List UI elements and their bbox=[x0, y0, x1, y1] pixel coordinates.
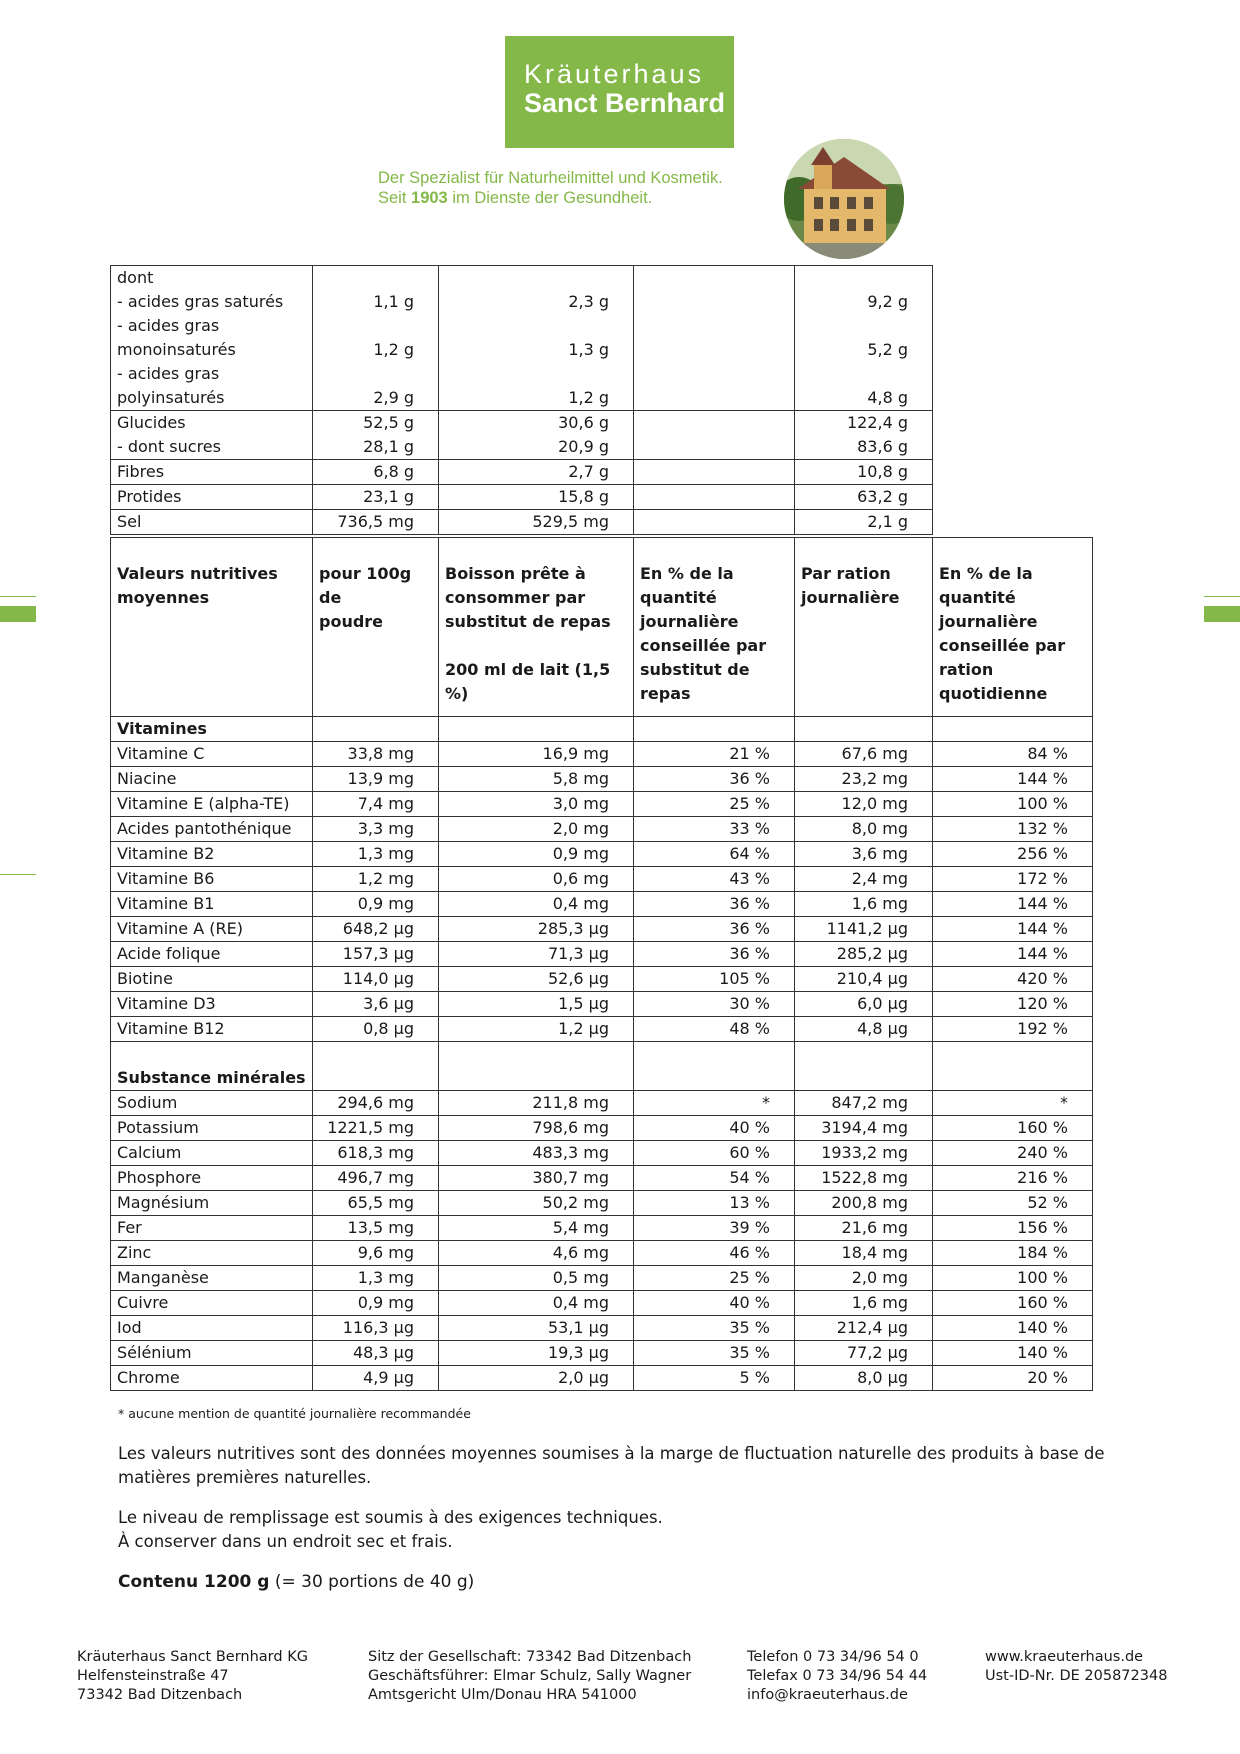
nutrient-name: Phosphore bbox=[111, 1166, 313, 1191]
value-pct-meal: 30 % bbox=[634, 992, 795, 1017]
value-pct-meal: 40 % bbox=[634, 1291, 795, 1316]
table-row bbox=[111, 1191, 1093, 1216]
value-pct-daily: 140 % bbox=[933, 1341, 1093, 1366]
table-row bbox=[111, 942, 1093, 967]
disclaimer-paragraph: Les valeurs nutritives sont des données moyennes soumises à la marge de fluctuation naturelle des produits à base de matières premières naturelles. bbox=[118, 1444, 1105, 1487]
column-header: Boisson prête à consommer par substitut de repas 200 ml de lait (1,5 %) bbox=[439, 538, 634, 717]
value-pct-daily: 144 % bbox=[933, 767, 1093, 792]
table-row bbox=[111, 1017, 1093, 1042]
table-row bbox=[111, 842, 1093, 867]
nutrient-name: Iod bbox=[111, 1316, 313, 1341]
side-mark-left bbox=[0, 606, 36, 622]
footer-web bbox=[985, 1648, 1167, 1686]
value-pct-daily: 144 % bbox=[933, 892, 1093, 917]
value-drink: 2,0 mg bbox=[439, 817, 634, 842]
table-row bbox=[111, 1366, 1093, 1391]
value-pct-meal: 43 % bbox=[634, 867, 795, 892]
row-label: Glucides - dont sucres bbox=[111, 411, 313, 460]
section-vitamins bbox=[111, 717, 1093, 742]
value-pct-daily: 172 % bbox=[933, 867, 1093, 892]
value-daily-ration: 8,0 µg bbox=[795, 1366, 933, 1391]
column-header: En % de la quantité journalière conseillée par ration quotidienne bbox=[933, 538, 1093, 717]
footer-line: 73342 Bad Ditzenbach bbox=[77, 1687, 243, 1703]
empty-cell bbox=[634, 1042, 795, 1091]
value-pct-meal: 36 % bbox=[634, 892, 795, 917]
table-row bbox=[111, 1241, 1093, 1266]
value-per-100g: 1,2 mg bbox=[313, 867, 439, 892]
value-drink: 285,3 µg bbox=[439, 917, 634, 942]
value-per-100g: 1221,5 mg bbox=[313, 1116, 439, 1141]
value-per-100g: 13,5 mg bbox=[313, 1216, 439, 1241]
value-pct-daily: 100 % bbox=[933, 792, 1093, 817]
table-row bbox=[111, 992, 1093, 1017]
value-drink: 0,9 mg bbox=[439, 842, 634, 867]
value-pct-meal: 25 % bbox=[634, 1266, 795, 1291]
value-per-100g: 0,9 mg bbox=[313, 1291, 439, 1316]
column-header: pour 100g de poudre bbox=[313, 538, 439, 717]
value-pct-daily: 184 % bbox=[933, 1241, 1093, 1266]
value-pct-daily: 144 % bbox=[933, 942, 1093, 967]
value-daily-ration: 21,6 mg bbox=[795, 1216, 933, 1241]
value-per-100g: 114,0 µg bbox=[313, 967, 439, 992]
value-pct-meal: 35 % bbox=[634, 1341, 795, 1366]
value-drink: 4,6 mg bbox=[439, 1241, 634, 1266]
value-pct-daily: 192 % bbox=[933, 1017, 1093, 1042]
empty-cell bbox=[933, 717, 1093, 742]
value-pct-daily: 100 % bbox=[933, 1266, 1093, 1291]
footer-line: Amtsgericht Ulm/Donau HRA 541000 bbox=[368, 1687, 637, 1703]
value-drink: 1,5 µg bbox=[439, 992, 634, 1017]
side-rule-right bbox=[1204, 596, 1240, 597]
value-daily-ration: 210,4 µg bbox=[795, 967, 933, 992]
value-per-100g: 294,6 mg bbox=[313, 1091, 439, 1116]
tagline-line2: Seit 1903 im Dienste der Gesundheit. bbox=[378, 189, 653, 207]
value-per-100g: 1,3 mg bbox=[313, 842, 439, 867]
value-pct-daily: 140 % bbox=[933, 1316, 1093, 1341]
footer-line: Kräuterhaus Sanct Bernhard KG bbox=[77, 1649, 308, 1665]
footer-email[interactable]: info@kraeuterhaus.de bbox=[747, 1687, 908, 1703]
value-pct-meal bbox=[634, 510, 795, 535]
table-row bbox=[111, 1166, 1093, 1191]
value-per-100g: 1,3 mg bbox=[313, 1266, 439, 1291]
nutrient-name: Cuivre bbox=[111, 1291, 313, 1316]
value-per-100g: 3,6 µg bbox=[313, 992, 439, 1017]
value-pct-meal: 36 % bbox=[634, 942, 795, 967]
nutrient-name: Vitamine C bbox=[111, 742, 313, 767]
value-drink: 53,1 µg bbox=[439, 1316, 634, 1341]
value-daily-ration: 285,2 µg bbox=[795, 942, 933, 967]
value-pct-meal: 36 % bbox=[634, 767, 795, 792]
contents-line bbox=[118, 1570, 1158, 1594]
value-pct-daily: 132 % bbox=[933, 817, 1093, 842]
table-row bbox=[111, 917, 1093, 942]
value-per-100g: 736,5 mg bbox=[313, 510, 439, 535]
value-pct-daily: 160 % bbox=[933, 1116, 1093, 1141]
value-daily-ration: 4,8 µg bbox=[795, 1017, 933, 1042]
value-daily-ration: 9,2 g 5,2 g 4,8 g bbox=[795, 266, 933, 411]
value-drink: 211,8 mg bbox=[439, 1091, 634, 1116]
tagline bbox=[378, 168, 723, 208]
tagline-year: 1903 bbox=[411, 189, 448, 207]
value-daily-ration: 6,0 µg bbox=[795, 992, 933, 1017]
value-daily-ration: 23,2 mg bbox=[795, 767, 933, 792]
value-per-100g: 4,9 µg bbox=[313, 1366, 439, 1391]
footer-website-link[interactable]: www.kraeuterhaus.de bbox=[985, 1649, 1144, 1665]
nutrient-name: Magnésium bbox=[111, 1191, 313, 1216]
table-row bbox=[111, 767, 1093, 792]
nutrient-name: Acide folique bbox=[111, 942, 313, 967]
value-per-100g: 7,4 mg bbox=[313, 792, 439, 817]
value-drink: 15,8 g bbox=[439, 485, 634, 510]
table-row bbox=[111, 510, 933, 535]
value-drink: 5,8 mg bbox=[439, 767, 634, 792]
value-drink: 2,3 g 1,3 g 1,2 g bbox=[439, 266, 634, 411]
nutrient-name: Sélénium bbox=[111, 1341, 313, 1366]
table-row bbox=[111, 460, 933, 485]
brand-logo bbox=[505, 36, 734, 148]
storage-paragraph bbox=[118, 1506, 1158, 1554]
empty-cell bbox=[439, 1042, 634, 1091]
value-daily-ration: 2,4 mg bbox=[795, 867, 933, 892]
value-pct-meal: 21 % bbox=[634, 742, 795, 767]
value-drink: 0,6 mg bbox=[439, 867, 634, 892]
nutrient-name: Sodium bbox=[111, 1091, 313, 1116]
value-daily-ration: 200,8 mg bbox=[795, 1191, 933, 1216]
footer-vat-id: Ust-ID-Nr. DE 205872348 bbox=[985, 1668, 1168, 1684]
value-drink: 483,3 mg bbox=[439, 1141, 634, 1166]
footer-line: Sitz der Gesellschaft: 73342 Bad Ditzenbach bbox=[368, 1649, 692, 1665]
nutrient-name: Zinc bbox=[111, 1241, 313, 1266]
value-drink: 0,4 mg bbox=[439, 892, 634, 917]
row-label: Sel bbox=[111, 510, 313, 535]
table-row bbox=[111, 792, 1093, 817]
value-pct-meal bbox=[634, 411, 795, 460]
value-drink: 529,5 mg bbox=[439, 510, 634, 535]
value-daily-ration: 1933,2 mg bbox=[795, 1141, 933, 1166]
value-per-100g: 618,3 mg bbox=[313, 1141, 439, 1166]
empty-cell bbox=[313, 1042, 439, 1091]
value-per-100g: 157,3 µg bbox=[313, 942, 439, 967]
value-drink: 2,7 g bbox=[439, 460, 634, 485]
value-drink: 71,3 µg bbox=[439, 942, 634, 967]
nutrient-name: Biotine bbox=[111, 967, 313, 992]
value-pct-daily: 160 % bbox=[933, 1291, 1093, 1316]
nutrient-name: Vitamine B6 bbox=[111, 867, 313, 892]
value-pct-meal: 36 % bbox=[634, 917, 795, 942]
nutrient-name: Vitamine B1 bbox=[111, 892, 313, 917]
table-row bbox=[111, 817, 1093, 842]
value-pct-meal: 13 % bbox=[634, 1191, 795, 1216]
value-daily-ration: 8,0 mg bbox=[795, 817, 933, 842]
value-daily-ration: 1522,8 mg bbox=[795, 1166, 933, 1191]
storage-note: À conserver dans un endroit sec et frais. bbox=[118, 1532, 453, 1551]
table-row bbox=[111, 967, 1093, 992]
value-per-100g: 65,5 mg bbox=[313, 1191, 439, 1216]
table-row bbox=[111, 1341, 1093, 1366]
table-row bbox=[111, 1266, 1093, 1291]
value-pct-daily: * bbox=[933, 1091, 1093, 1116]
value-pct-meal: 64 % bbox=[634, 842, 795, 867]
value-pct-meal: 48 % bbox=[634, 1017, 795, 1042]
section-label: Vitamines bbox=[111, 717, 313, 742]
value-per-100g: 52,5 g 28,1 g bbox=[313, 411, 439, 460]
value-per-100g: 1,1 g 1,2 g 2,9 g bbox=[313, 266, 439, 411]
nutrient-name: Chrome bbox=[111, 1366, 313, 1391]
value-per-100g: 648,2 µg bbox=[313, 917, 439, 942]
value-pct-daily: 256 % bbox=[933, 842, 1093, 867]
table-row bbox=[111, 485, 933, 510]
value-drink: 1,2 µg bbox=[439, 1017, 634, 1042]
column-header: En % de la quantité journalière conseillée par substitut de repas bbox=[634, 538, 795, 717]
value-drink: 0,5 mg bbox=[439, 1266, 634, 1291]
column-header: Par ration journalière bbox=[795, 538, 933, 717]
brand-name-line1: Kräuterhaus bbox=[524, 59, 705, 89]
value-daily-ration: 3,6 mg bbox=[795, 842, 933, 867]
footer-company bbox=[77, 1648, 308, 1705]
house-photo bbox=[784, 139, 904, 259]
value-per-100g: 23,1 g bbox=[313, 485, 439, 510]
row-label: dont - acides gras saturés - acides gras monoinsaturés - acides gras polyinsaturés bbox=[111, 266, 313, 411]
footnote: * aucune mention de quantité journalière recommandée bbox=[118, 1406, 471, 1421]
footer-legal bbox=[368, 1648, 691, 1705]
empty-cell bbox=[795, 717, 933, 742]
value-pct-daily: 216 % bbox=[933, 1166, 1093, 1191]
table-row bbox=[111, 1116, 1093, 1141]
section-label: Substance minérales bbox=[111, 1042, 313, 1091]
contents-portions: (= 30 portions de 40 g) bbox=[269, 1572, 475, 1592]
table-row bbox=[111, 1216, 1093, 1241]
value-daily-ration: 3194,4 mg bbox=[795, 1116, 933, 1141]
value-drink: 16,9 mg bbox=[439, 742, 634, 767]
value-per-100g: 6,8 g bbox=[313, 460, 439, 485]
value-daily-ration: 1,6 mg bbox=[795, 1291, 933, 1316]
nutrient-name: Acides pantothénique bbox=[111, 817, 313, 842]
column-header: Valeurs nutritives moyennes bbox=[111, 538, 313, 717]
value-drink: 50,2 mg bbox=[439, 1191, 634, 1216]
value-per-100g: 13,9 mg bbox=[313, 767, 439, 792]
section-minerals bbox=[111, 1042, 1093, 1091]
value-pct-meal: 25 % bbox=[634, 792, 795, 817]
table-row bbox=[111, 1091, 1093, 1116]
value-pct-daily: 144 % bbox=[933, 917, 1093, 942]
value-daily-ration: 1141,2 µg bbox=[795, 917, 933, 942]
value-pct-meal: 46 % bbox=[634, 1241, 795, 1266]
value-pct-meal: 33 % bbox=[634, 817, 795, 842]
contents-amount: Contenu 1200 g bbox=[118, 1572, 270, 1592]
value-pct-daily: 52 % bbox=[933, 1191, 1093, 1216]
footer-fax: Telefax 0 73 34/96 54 44 bbox=[747, 1668, 928, 1684]
table-header-row bbox=[111, 538, 1093, 717]
value-pct-daily: 20 % bbox=[933, 1366, 1093, 1391]
row-label: Fibres bbox=[111, 460, 313, 485]
value-pct-meal: 105 % bbox=[634, 967, 795, 992]
table-row bbox=[111, 1291, 1093, 1316]
nutrient-name: Potassium bbox=[111, 1116, 313, 1141]
empty-cell bbox=[795, 1042, 933, 1091]
value-per-100g: 33,8 mg bbox=[313, 742, 439, 767]
side-mark-right bbox=[1204, 606, 1240, 622]
value-per-100g: 496,7 mg bbox=[313, 1166, 439, 1191]
value-daily-ration: 2,0 mg bbox=[795, 1266, 933, 1291]
table-row bbox=[111, 867, 1093, 892]
value-drink: 2,0 µg bbox=[439, 1366, 634, 1391]
value-daily-ration: 18,4 mg bbox=[795, 1241, 933, 1266]
value-daily-ration: 847,2 mg bbox=[795, 1091, 933, 1116]
nutrition-table-continued bbox=[110, 265, 933, 535]
value-daily-ration: 1,6 mg bbox=[795, 892, 933, 917]
nutrient-name: Niacine bbox=[111, 767, 313, 792]
value-per-100g: 9,6 mg bbox=[313, 1241, 439, 1266]
value-per-100g: 48,3 µg bbox=[313, 1341, 439, 1366]
value-daily-ration: 212,4 µg bbox=[795, 1316, 933, 1341]
footer-contact bbox=[747, 1648, 927, 1705]
empty-cell bbox=[313, 717, 439, 742]
value-pct-meal: 60 % bbox=[634, 1141, 795, 1166]
value-per-100g: 116,3 µg bbox=[313, 1316, 439, 1341]
footer-phone: Telefon 0 73 34/96 54 0 bbox=[747, 1649, 919, 1665]
table-row bbox=[111, 1141, 1093, 1166]
nutrient-name: Vitamine E (alpha-TE) bbox=[111, 792, 313, 817]
filling-note: Le niveau de remplissage est soumis à des exigences techniques. bbox=[118, 1508, 663, 1527]
value-pct-meal: 5 % bbox=[634, 1366, 795, 1391]
value-drink: 380,7 mg bbox=[439, 1166, 634, 1191]
value-pct-meal: 35 % bbox=[634, 1316, 795, 1341]
value-drink: 52,6 µg bbox=[439, 967, 634, 992]
table-row bbox=[111, 892, 1093, 917]
empty-cell bbox=[439, 717, 634, 742]
value-per-100g: 0,8 µg bbox=[313, 1017, 439, 1042]
value-daily-ration: 122,4 g 83,6 g bbox=[795, 411, 933, 460]
footer-line: Helfensteinstraße 47 bbox=[77, 1668, 229, 1684]
table-row bbox=[111, 411, 933, 460]
value-daily-ration: 12,0 mg bbox=[795, 792, 933, 817]
nutrient-name: Vitamine B2 bbox=[111, 842, 313, 867]
value-drink: 798,6 mg bbox=[439, 1116, 634, 1141]
value-daily-ration: 10,8 g bbox=[795, 460, 933, 485]
nutrient-name: Manganèse bbox=[111, 1266, 313, 1291]
value-pct-daily: 120 % bbox=[933, 992, 1093, 1017]
value-pct-daily: 420 % bbox=[933, 967, 1093, 992]
table-row bbox=[111, 1316, 1093, 1341]
nutrient-name: Fer bbox=[111, 1216, 313, 1241]
value-pct-meal: * bbox=[634, 1091, 795, 1116]
value-pct-meal bbox=[634, 485, 795, 510]
value-per-100g: 0,9 mg bbox=[313, 892, 439, 917]
brand-name-line2: Sanct Bernhard bbox=[524, 88, 726, 118]
value-drink: 5,4 mg bbox=[439, 1216, 634, 1241]
value-daily-ration: 2,1 g bbox=[795, 510, 933, 535]
value-daily-ration: 63,2 g bbox=[795, 485, 933, 510]
value-drink: 3,0 mg bbox=[439, 792, 634, 817]
value-pct-daily: 156 % bbox=[933, 1216, 1093, 1241]
nutrient-name: Calcium bbox=[111, 1141, 313, 1166]
table-row bbox=[111, 266, 933, 411]
nutrient-name: Vitamine A (RE) bbox=[111, 917, 313, 942]
row-label: Protides bbox=[111, 485, 313, 510]
table-row bbox=[111, 742, 1093, 767]
nutrient-name: Vitamine B12 bbox=[111, 1017, 313, 1042]
value-pct-meal bbox=[634, 266, 795, 411]
side-rule-left-2 bbox=[0, 874, 36, 875]
value-daily-ration: 67,6 mg bbox=[795, 742, 933, 767]
footer-line: Geschäftsführer: Elmar Schulz, Sally Wagner bbox=[368, 1668, 692, 1684]
value-daily-ration: 77,2 µg bbox=[795, 1341, 933, 1366]
value-pct-daily: 240 % bbox=[933, 1141, 1093, 1166]
value-pct-meal: 40 % bbox=[634, 1116, 795, 1141]
value-pct-meal bbox=[634, 460, 795, 485]
value-drink: 19,3 µg bbox=[439, 1341, 634, 1366]
value-pct-meal: 54 % bbox=[634, 1166, 795, 1191]
tagline-line1: Der Spezialist für Naturheilmittel und Kosmetik. bbox=[378, 169, 723, 187]
value-drink: 0,4 mg bbox=[439, 1291, 634, 1316]
value-pct-daily: 84 % bbox=[933, 742, 1093, 767]
empty-cell bbox=[933, 1042, 1093, 1091]
side-rule-left bbox=[0, 596, 36, 597]
value-pct-meal: 39 % bbox=[634, 1216, 795, 1241]
value-per-100g: 3,3 mg bbox=[313, 817, 439, 842]
value-drink: 30,6 g 20,9 g bbox=[439, 411, 634, 460]
empty-cell bbox=[634, 717, 795, 742]
nutrition-table-main bbox=[110, 537, 1093, 1391]
nutrient-name: Vitamine D3 bbox=[111, 992, 313, 1017]
